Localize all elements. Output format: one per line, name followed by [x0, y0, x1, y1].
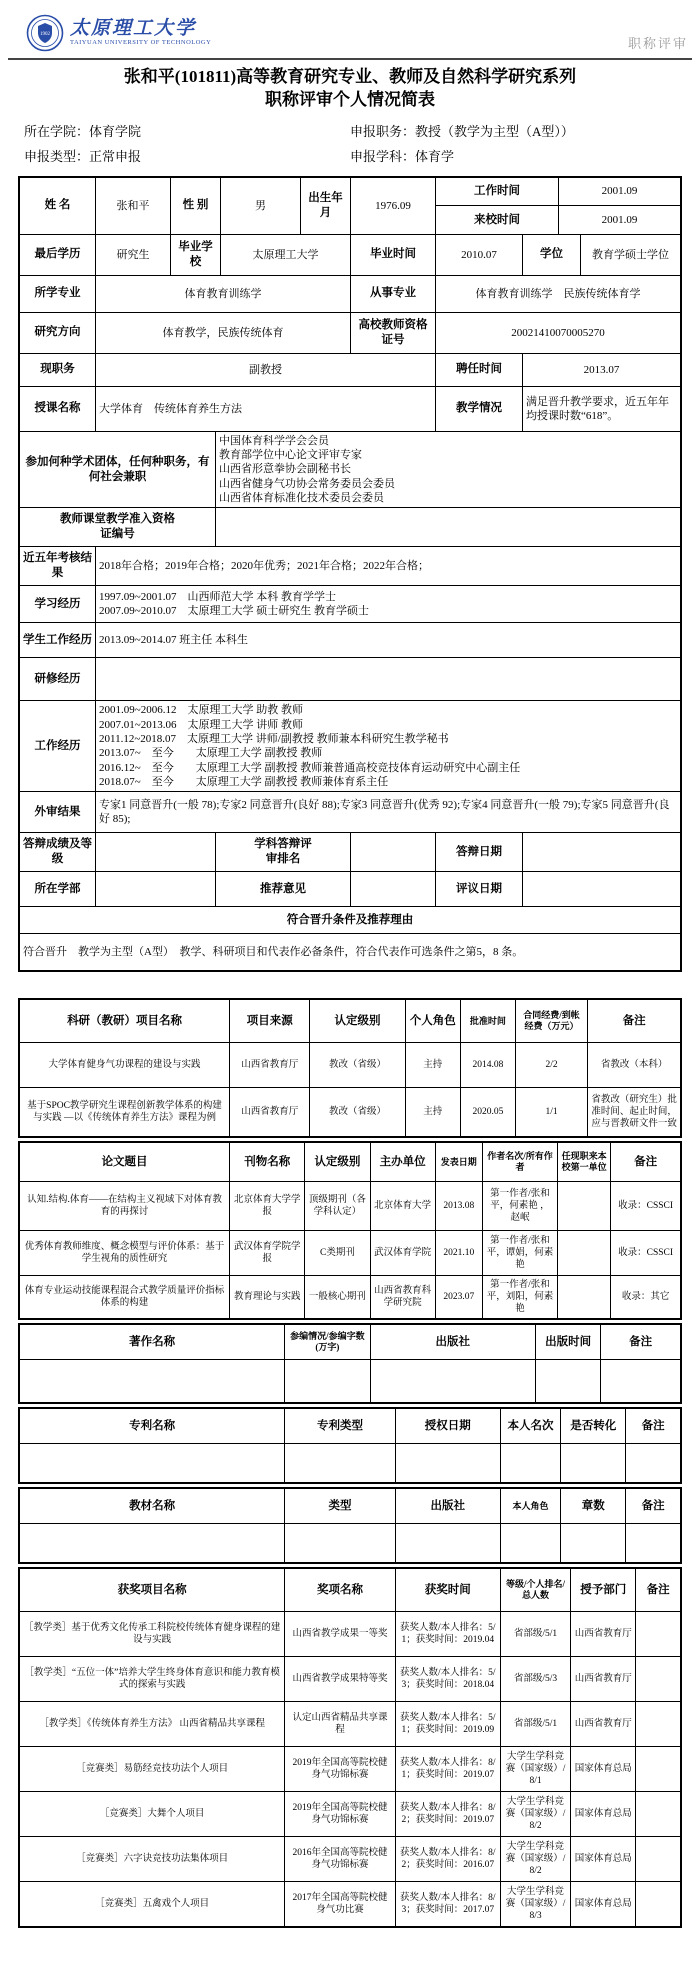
- patent-name: [19, 1444, 285, 1484]
- col-header: 出版时间: [536, 1324, 601, 1360]
- book-remark: [601, 1360, 681, 1404]
- training-label: 研修经历: [34, 672, 81, 685]
- col-header: 本人名次: [500, 1408, 560, 1444]
- col-header: 类型: [285, 1488, 395, 1524]
- paper-first-unit: [558, 1182, 611, 1231]
- projects-table: [18, 998, 682, 1138]
- book-part: [285, 1360, 370, 1404]
- col-header: 备注: [601, 1324, 681, 1360]
- award-remark: [636, 1702, 681, 1747]
- logo-en-text: TAIYUAN UNIVERSITY OF TECHNOLOGY: [70, 38, 212, 46]
- work-major-value: 体育教育训练学 民族传统体育学: [435, 276, 680, 312]
- award-remark: [636, 1792, 681, 1837]
- col-header: 发表日期: [435, 1142, 482, 1182]
- faculty-value: [95, 872, 215, 906]
- row-student-work: [20, 622, 680, 657]
- project-source: 山西省教育厅: [230, 1088, 310, 1138]
- paper-date: 2021.10: [435, 1231, 482, 1276]
- col-header: 认定级别: [310, 999, 405, 1043]
- award-title: 2017年全国高等院校健身气功比赛: [285, 1882, 395, 1928]
- textbook-press: [395, 1524, 500, 1564]
- meta-college: 所在学院：体育学院: [24, 123, 142, 139]
- promote-header: 符合晋升条件及推荐理由: [286, 913, 414, 926]
- col-header: 备注: [636, 1568, 681, 1612]
- paper-authors: 第一作者/张和平，何素艳 ，赵岷: [482, 1182, 557, 1231]
- paper-first-unit: [558, 1276, 611, 1320]
- project-time: 2020.05: [460, 1088, 515, 1138]
- assess-label: 近五年考核结果: [23, 552, 92, 580]
- grad-school-label: 毕业学校: [170, 235, 220, 275]
- award-name: ［竞赛类］大舞个人项目: [19, 1792, 285, 1837]
- paper-level: 顶级期刊（各学科认定）: [305, 1182, 370, 1231]
- position-value: 副教授: [95, 354, 435, 386]
- award-granter: 山西省教育厅: [571, 1702, 636, 1747]
- row-research: [20, 312, 680, 353]
- arrive-time-value: 2001.09: [558, 206, 680, 234]
- meta-apply-type: 申报类型：正常申报: [24, 148, 142, 164]
- page-header: [0, 0, 700, 56]
- row-study: [20, 585, 680, 622]
- time-stack: [435, 178, 680, 234]
- award-time: 获奖人数/本人排名：8/2；获奖时间：2016.07: [395, 1837, 500, 1882]
- work-history-item: 2018.07~ 至今 太原理工大学 副教授 教师兼体育系主任: [99, 775, 389, 788]
- table-row: [19, 1837, 681, 1882]
- meta-apply-position: 申报职务：教授（教学为主型（A型））: [350, 123, 574, 139]
- award-title: 2016年全国高等院校健身气功锦标赛: [285, 1837, 395, 1882]
- project-name: 基于SPOC教学研究生课程创新教学体系的构建与实践 —以《传统体育养生方法》课程为例: [19, 1088, 230, 1138]
- textbooks-table: [18, 1487, 682, 1564]
- birth-label: 出生年月: [300, 178, 350, 234]
- row-major: [20, 275, 680, 312]
- faculty-label: 所在学部: [34, 882, 81, 895]
- awards-header-row: [19, 1568, 681, 1612]
- work-history-value: [95, 701, 680, 791]
- award-name: ［竞赛类］易筋经竞技功法个人项目: [19, 1747, 285, 1792]
- promote-text: 符合晋升 教学为主型（A型） 教学、科研项目和代表作必备条件，符合代表作可选条件之第5，8 条。: [23, 945, 524, 958]
- project-remark: 省教改（本科）: [588, 1043, 681, 1088]
- award-level: 大学生学科竞赛（国家级）/8/3: [500, 1882, 570, 1928]
- papers-table: [18, 1141, 682, 1320]
- student-work-value: 2013.09~2014.07 班主任 本科生: [95, 623, 680, 657]
- course-label: 授课名称: [34, 402, 81, 415]
- projects-header-row: [19, 999, 681, 1043]
- awards-table: [18, 1567, 682, 1928]
- teaching-value: 满足晋升教学要求，近五年年均授课时数“618”。: [522, 387, 680, 431]
- work-history-item: 2007.01~2013.06 太原理工大学 讲师 教师: [99, 718, 303, 731]
- paper-level: 一般核心期刊: [305, 1276, 370, 1320]
- row-name: [20, 178, 680, 234]
- award-remark: [636, 1747, 681, 1792]
- watermark-label: 职称评审: [627, 36, 688, 51]
- textbook-role: [500, 1524, 560, 1564]
- study-value: [95, 586, 680, 622]
- bottom-margin: [0, 1928, 700, 1964]
- society-item: 山西省体育标准化技术委员会委员: [219, 492, 384, 505]
- award-time: 获奖人数/本人排名：8/1；获奖时间：2019.07: [395, 1747, 500, 1792]
- col-header: 参编情况/参编字数(万字): [285, 1324, 370, 1360]
- societies-label: 参加何种学术团体，任何种职务，有何社会兼职: [25, 455, 210, 483]
- assess-value: 2018年合格；2019年合格；2020年优秀；2021年合格；2022年合格；: [95, 547, 680, 585]
- project-source: 山西省教育厅: [230, 1043, 310, 1088]
- defense-score-value: [95, 833, 215, 871]
- col-header: 备注: [626, 1488, 681, 1524]
- work-major-label: 从事专业: [350, 276, 435, 312]
- work-history-item: 2013.07~ 至今 太原理工大学 副教授 教师: [99, 747, 323, 760]
- award-remark: [636, 1612, 681, 1657]
- arrive-time-label: 来校时间: [474, 213, 520, 226]
- recommend-label: 推荐意见: [215, 872, 350, 906]
- paper-level: C类期刊: [305, 1231, 370, 1276]
- award-granter: 国家体育总局: [571, 1747, 636, 1792]
- research-label: 研究方向: [34, 326, 81, 339]
- col-header: 获奖时间: [395, 1568, 500, 1612]
- col-header: 教材名称: [19, 1488, 285, 1524]
- work-history-item: 2016.12~ 至今 太原理工大学 副教授 教师兼普通高校竞技体育运动研究中心副主任: [99, 761, 521, 774]
- grad-time-value: 2010.07: [435, 235, 522, 275]
- col-header: 个人角色: [405, 999, 460, 1043]
- hire-time-value: 2013.07: [522, 354, 680, 386]
- award-level: 省部级/5/3: [500, 1657, 570, 1702]
- row-position: [20, 353, 680, 386]
- col-header: 出版社: [395, 1488, 500, 1524]
- name-value: 张和平: [95, 178, 170, 234]
- course-value: 大学体育 传统体育养生方法: [95, 387, 435, 431]
- meta-info: [0, 112, 700, 172]
- gender-value: 男: [220, 178, 300, 234]
- col-header: 授权日期: [395, 1408, 500, 1444]
- recommend-value: [350, 872, 435, 906]
- textbook-name: [19, 1524, 285, 1564]
- col-header: 奖项名称: [285, 1568, 395, 1612]
- row-work-history: [20, 700, 680, 791]
- row-education: [20, 234, 680, 275]
- society-item: 中国体育科学学会会员: [219, 434, 329, 447]
- award-granter: 山西省教育厅: [571, 1612, 636, 1657]
- col-header: 作者名次/所有作者: [482, 1142, 557, 1182]
- award-time: 获奖人数/本人排名：8/2；获奖时间：2019.07: [395, 1792, 500, 1837]
- major-label: 所学专业: [34, 287, 81, 300]
- row-promote-header: [20, 906, 680, 933]
- award-time: 获奖人数/本人排名：5/1；获奖时间：2019.04: [395, 1612, 500, 1657]
- col-header: 本人角色: [500, 1488, 560, 1524]
- award-title: 山西省教学成果特等奖: [285, 1657, 395, 1702]
- university-logo: [26, 14, 211, 52]
- award-remark: [636, 1837, 681, 1882]
- col-header: 出版社: [370, 1324, 536, 1360]
- paper-title: 优秀体育教师维度、概念模型与评价体系：基于学生视角的质性研究: [19, 1231, 230, 1276]
- row-promote-text: [20, 933, 680, 970]
- row-access-cert: [20, 507, 680, 546]
- study-item: 2007.09~2010.07 太原理工大学 硕士研究生 教育学硕士: [99, 605, 369, 618]
- major-value: 体育教育训练学: [95, 276, 350, 312]
- table-row: [19, 1088, 681, 1138]
- row-faculty: [20, 871, 680, 906]
- row-assessment: [20, 546, 680, 585]
- project-role: 主持: [405, 1043, 460, 1088]
- paper-org: 北京体育大学: [370, 1182, 435, 1231]
- cert-label: 高校教师资格证号: [350, 313, 435, 353]
- books-header-row: [19, 1324, 681, 1360]
- project-role: 主持: [405, 1088, 460, 1138]
- table-row: [19, 1276, 681, 1320]
- patent-converted: [561, 1444, 626, 1484]
- award-remark: [636, 1657, 681, 1702]
- col-header: 批准时间: [460, 999, 515, 1043]
- col-header: 获奖项目名称: [19, 1568, 285, 1612]
- grad-school-value: 太原理工大学: [220, 235, 350, 275]
- row-course: [20, 386, 680, 431]
- header-divider: [8, 58, 692, 60]
- award-level: 大学生学科竞赛（国家级）/8/2: [500, 1792, 570, 1837]
- society-item: 教育部学位中心论文评审专家: [219, 449, 362, 462]
- meta-apply-subject: 申报学科：体育学: [350, 148, 455, 164]
- col-header: 科研（教研）项目名称: [19, 999, 230, 1043]
- col-header: 授予部门: [571, 1568, 636, 1612]
- table-row: [19, 1360, 681, 1404]
- col-header: 备注: [626, 1408, 681, 1444]
- hire-time-label: 聘任时间: [435, 354, 522, 386]
- discuss-date-label: 评议日期: [435, 872, 522, 906]
- award-name: ［教学类］《传统体育养生方法》 山西省精品共享课程: [19, 1702, 285, 1747]
- patents-header-row: [19, 1408, 681, 1444]
- award-time: 获奖人数/本人排名：8/3；获奖时间：2017.07: [395, 1882, 500, 1928]
- paper-remark: 收录：CSSCI: [611, 1231, 681, 1276]
- student-work-label: 学生工作经历: [23, 633, 92, 646]
- award-granter: 国家体育总局: [571, 1837, 636, 1882]
- edu-value: 研究生: [95, 235, 170, 275]
- book-press: [370, 1360, 536, 1404]
- access-cert-value: [215, 508, 680, 546]
- paper-authors: 第一作者/张和平，谭娟，何素艳: [482, 1231, 557, 1276]
- paper-title: 体育专业运动技能课程混合式教学质量评价指标体系的构建: [19, 1276, 230, 1320]
- project-fund: 1/1: [515, 1088, 587, 1138]
- svg-text:1902: 1902: [40, 32, 50, 37]
- award-time: 获奖人数/本人排名：5/1；获奖时间：2019.09: [395, 1702, 500, 1747]
- row-external-review: [20, 791, 680, 832]
- award-level: 省部级/5/1: [500, 1702, 570, 1747]
- work-time-label: 工作时间: [474, 185, 520, 198]
- grad-time-label: 毕业时间: [350, 235, 435, 275]
- societies-value: [215, 432, 680, 507]
- work-time-value: 2001.09: [558, 178, 680, 206]
- logo-cn-text: 太原理工大学: [70, 17, 197, 39]
- project-time: 2014.08: [460, 1043, 515, 1088]
- row-societies: [20, 431, 680, 507]
- table-row: [19, 1882, 681, 1928]
- col-header: 是否转化: [561, 1408, 626, 1444]
- table-row: [19, 1792, 681, 1837]
- award-granter: 山西省教育厅: [571, 1657, 636, 1702]
- award-level: 省部级/5/1: [500, 1612, 570, 1657]
- gender-label: 性 别: [170, 178, 220, 234]
- award-title: 认定山西省精品共享课程: [285, 1702, 395, 1747]
- textbook-chapters: [561, 1524, 626, 1564]
- paper-first-unit: [558, 1231, 611, 1276]
- position-label: 现职务: [40, 363, 75, 376]
- book-time: [536, 1360, 601, 1404]
- paper-authors: 第一作者/张和平，刘阳，何素艳: [482, 1276, 557, 1320]
- col-header: 章数: [561, 1488, 626, 1524]
- edu-label: 最后学历: [34, 248, 81, 261]
- table-row: [19, 1444, 681, 1484]
- col-header: 等级/个人排名/总人数: [500, 1568, 570, 1612]
- defense-score-label: 答辩成绩及等级: [23, 838, 92, 866]
- work-history-item: 2011.12~2018.07 太原理工大学 讲师/副教授 教师兼本科研究生教学秘书: [99, 732, 449, 745]
- award-level: 大学生学科竞赛（国家级）/8/1: [500, 1747, 570, 1792]
- award-time: 获奖人数/本人排名：5/3；获奖时间：2018.04: [395, 1657, 500, 1702]
- col-header: 备注: [611, 1142, 681, 1182]
- table-row: [19, 1043, 681, 1088]
- award-title: 2019年全国高等院校健身气功锦标赛: [285, 1747, 395, 1792]
- patent-rank: [500, 1444, 560, 1484]
- col-header: 合同经费/到帐经费（万元）: [515, 999, 587, 1043]
- project-level: 教改（省级）: [310, 1043, 405, 1088]
- award-name: ［竞赛类］六字诀竞技功法集体项目: [19, 1837, 285, 1882]
- paper-remark: 收录：其它: [611, 1276, 681, 1320]
- textbook-type: [285, 1524, 395, 1564]
- page-title: [0, 66, 700, 112]
- research-value: 体育教学，民族传统体育: [95, 313, 350, 353]
- col-header: 专利类型: [285, 1408, 395, 1444]
- paper-title: 认知.结构.体育——在结构主义视域下对体育教育的再探讨: [19, 1182, 230, 1231]
- title-line1: 张和平(101811)高等教育研究专业、教师及自然科学研究系列: [123, 67, 577, 86]
- col-header: 项目来源: [230, 999, 310, 1043]
- table-row: [19, 1612, 681, 1657]
- society-item: 山西省健身气功协会常务委员会委员: [219, 477, 395, 490]
- study-item: 1997.09~2001.07 山西师范大学 本科 教育学学士: [99, 591, 336, 604]
- award-name: ［教学类］基于优秀文化传承工科院校传统体育健身课程的建设与实践: [19, 1612, 285, 1657]
- project-remark: 省教改（研究生）批准时间、起止时间，应与晋教研文件一致: [588, 1088, 681, 1138]
- paper-date: 2023.07: [435, 1276, 482, 1320]
- university-seal-icon: [26, 14, 64, 52]
- col-header: 刊物名称: [230, 1142, 305, 1182]
- cert-value: 20021410070005270: [435, 313, 680, 353]
- table-row: [19, 1747, 681, 1792]
- textbook-remark: [626, 1524, 681, 1564]
- award-name: ［教学类］“五位一体”培养大学生终身体育意识和能力教育模式的探索与实践: [19, 1657, 285, 1702]
- col-header: 论文题目: [19, 1142, 230, 1182]
- project-fund: 2/2: [515, 1043, 587, 1088]
- award-level: 大学生学科竞赛（国家级）/8/2: [500, 1837, 570, 1882]
- table-row: [19, 1657, 681, 1702]
- textbooks-header-row: [19, 1488, 681, 1524]
- row-defense: [20, 832, 680, 871]
- work-history-label: 工作经历: [34, 739, 81, 752]
- paper-journal: 教育理论与实践: [230, 1276, 305, 1320]
- defense-date-label: 答辩日期: [435, 833, 522, 871]
- col-header: 任现职来本校第一单位: [558, 1142, 611, 1182]
- col-header: 备注: [588, 999, 681, 1043]
- books-table: [18, 1323, 682, 1404]
- review-value: 专家1 同意晋升(一般 78);专家2 同意晋升(良好 88);专家3 同意晋升(优秀 92);专家4 同意晋升(一般 79);专家5 同意晋升(良好 85);: [95, 792, 680, 832]
- col-header: 认定级别: [305, 1142, 370, 1182]
- award-granter: 国家体育总局: [571, 1792, 636, 1837]
- project-name: 大学体育健身气功课程的建设与实践: [19, 1043, 230, 1088]
- papers-header-row: [19, 1142, 681, 1182]
- discuss-date-value: [522, 872, 680, 906]
- col-header: 专利名称: [19, 1408, 285, 1444]
- defense-date-value: [522, 833, 680, 871]
- title-line2: 职称评审个人情况简表: [265, 89, 435, 109]
- award-title: 山西省教学成果一等奖: [285, 1612, 395, 1657]
- paper-org: 山西省教育科学研究院: [370, 1276, 435, 1320]
- patent-remark: [626, 1444, 681, 1484]
- name-label: 姓 名: [44, 199, 71, 212]
- patent-type: [285, 1444, 395, 1484]
- study-label: 学习经历: [34, 597, 81, 610]
- award-name: ［竞赛类］五禽戏个人项目: [19, 1882, 285, 1928]
- patent-date: [395, 1444, 500, 1484]
- col-header: 著作名称: [19, 1324, 285, 1360]
- defense-rank-value: [350, 833, 435, 871]
- paper-date: 2013.08: [435, 1182, 482, 1231]
- training-value: [95, 658, 680, 700]
- col-header: 主办单位: [370, 1142, 435, 1182]
- society-item: 山西省形意拳协会副秘书长: [219, 463, 351, 476]
- access-cert-label: 教师课堂教学准入资格证编号: [60, 513, 175, 541]
- paper-org: 武汉体育学院: [370, 1231, 435, 1276]
- table-row: [19, 1182, 681, 1231]
- award-remark: [636, 1882, 681, 1928]
- review-label: 外审结果: [34, 805, 81, 818]
- paper-journal: 北京体育大学学报: [230, 1182, 305, 1231]
- degree-value: 教育学硕士学位: [580, 235, 680, 275]
- defense-rank-label: 学科答辩评审排名: [215, 833, 350, 871]
- main-info-table: [18, 176, 682, 972]
- award-title: 2019年全国高等院校健身气功锦标赛: [285, 1792, 395, 1837]
- table-row: [19, 1702, 681, 1747]
- work-history-item: 2001.09~2006.12 太原理工大学 助教 教师: [99, 704, 303, 717]
- table-row: [19, 1231, 681, 1276]
- row-training: [20, 657, 680, 700]
- degree-label: 学位: [522, 235, 580, 275]
- birth-value: 1976.09: [350, 178, 435, 234]
- award-granter: 国家体育总局: [571, 1882, 636, 1928]
- project-level: 教改（省级）: [310, 1088, 405, 1138]
- teaching-label: 教学情况: [435, 387, 522, 431]
- paper-remark: 收录：CSSCI: [611, 1182, 681, 1231]
- patents-table: [18, 1407, 682, 1484]
- table-row: [19, 1524, 681, 1564]
- book-name: [19, 1360, 285, 1404]
- paper-journal: 武汉体育学院学报: [230, 1231, 305, 1276]
